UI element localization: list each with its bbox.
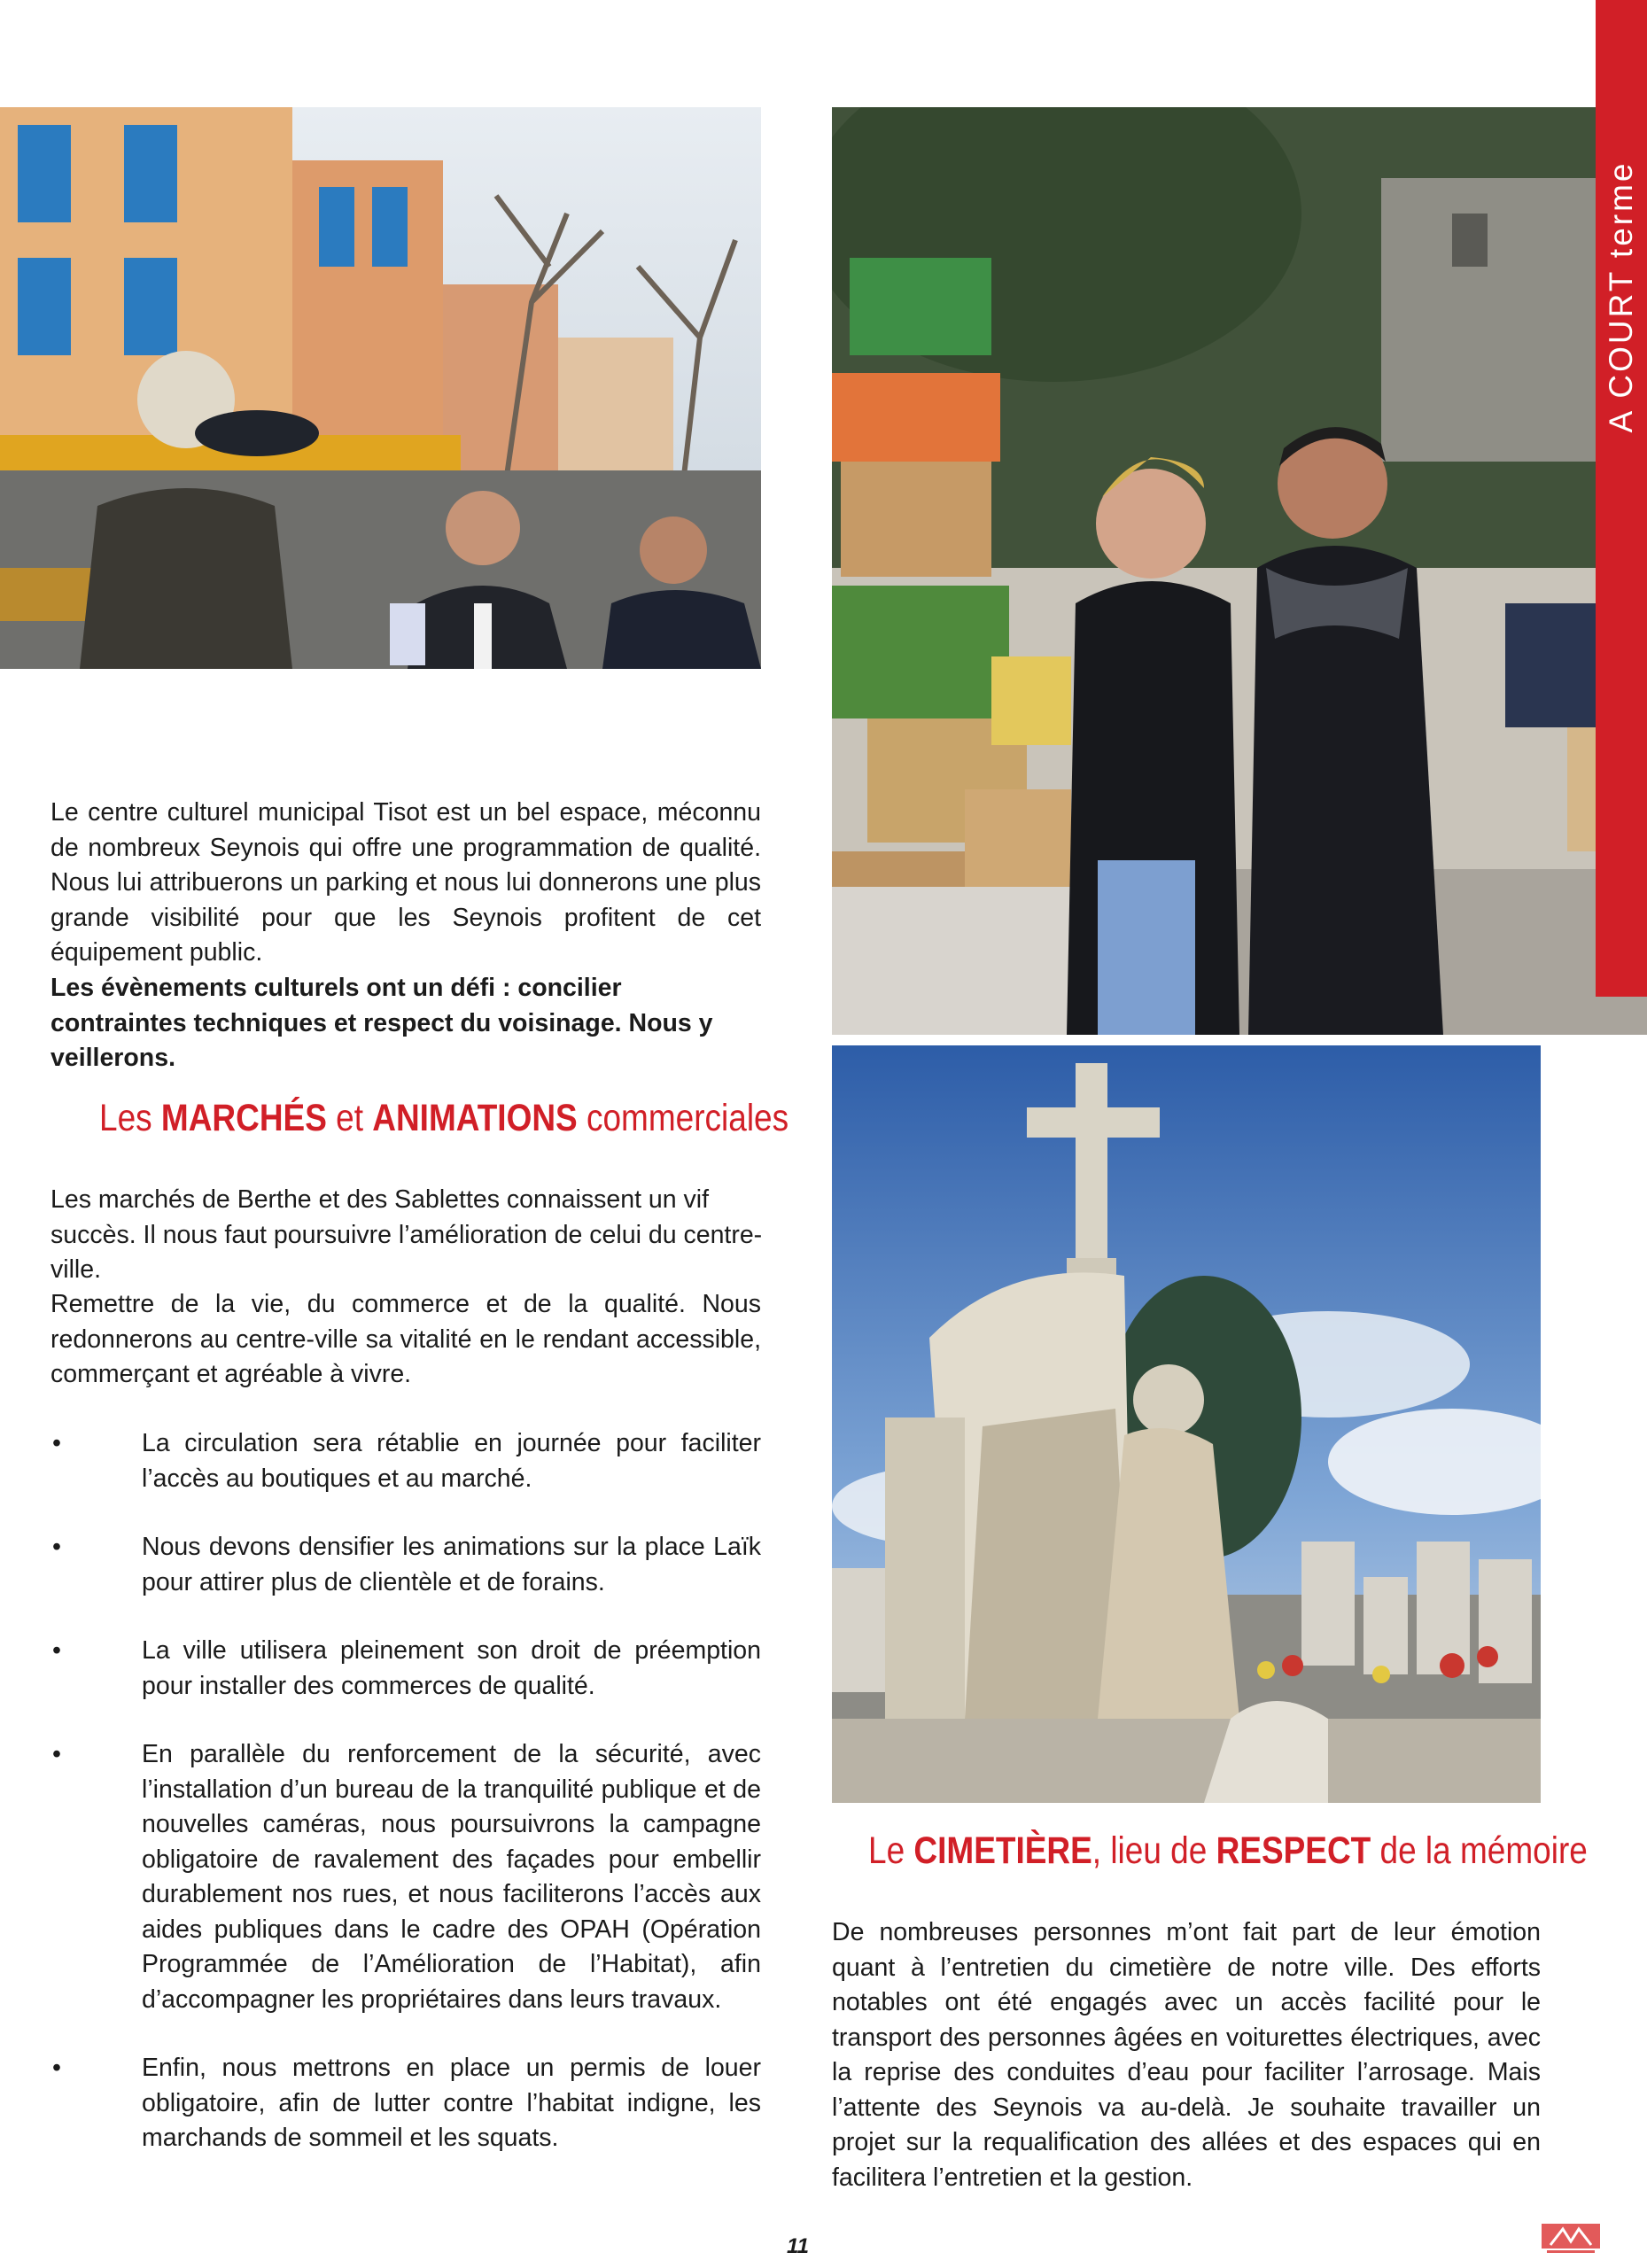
bullet-icon: •: [52, 1740, 61, 1768]
markets-paragraph-1-block: [50, 1183, 777, 1288]
side-tab-label: A COURT terme: [1603, 160, 1639, 433]
cemetery-title-part: Le: [868, 1829, 914, 1872]
markets-paragraph-2-block: [50, 1287, 761, 1393]
culture-paragraph: Le centre culturel municipal Tisot est un bel espace, méconnu de nombreux Seynois qui offre une programmation de qualité. Nous lui attribuerons un parking et nous lui donnerons une plus grande visibilité pour que les Seynois profitent de cet équipement public.: [50, 798, 761, 967]
markets-paragraph-1: Les marchés de Berthe et des Sablettes connaissent un vif succès. Il nous faut poursuivre l’amélioration de celui du centre-ville.: [50, 1185, 763, 1284]
markets-title-part: commerciales: [577, 1097, 789, 1139]
publisher-logo: [1542, 2224, 1600, 2254]
bullet-icon: •: [52, 1533, 61, 1561]
bullet-text: Enfin, nous mettrons en place un permis de louer obligatoire, afin de lutter contre l’habitat indigne, les marchands de sommeil et les squats.: [142, 2054, 761, 2152]
bullet-icon: •: [52, 2054, 61, 2082]
markets-title-highlight: MARCHÉS: [160, 1097, 327, 1139]
markets-bullet-list: [50, 1426, 761, 2156]
list-item: [50, 2051, 761, 2156]
photo-market-scene: [0, 107, 761, 669]
cemetery-title-highlight: CIMETIÈRE: [913, 1829, 1092, 1872]
culture-bold-block: [50, 971, 761, 1076]
bullet-icon: •: [52, 1429, 61, 1457]
list-item: [50, 1737, 761, 2017]
markets-title-highlight: ANIMATIONS: [372, 1097, 578, 1139]
photo-cemetery-statue: [832, 1045, 1541, 1803]
markets-title-part: et: [326, 1097, 373, 1139]
cemetery-paragraph: De nombreuses personnes m’ont fait part de leur émotion quant à l’entretien du cimetière de notre ville. Des efforts notables ont été engagés avec un accès facilité pour le transport des personnes âgées en voiturettes électriques, avec la reprise des conduites d’eau pour faciliter l’arrosage. Mais l’attente des Seynois va au-delà. Je souhaite travailler un projet sur la requalification des allées et des espaces qui en facilitera l’entretien et la gestion.: [832, 1918, 1541, 2192]
bullet-text: En parallèle du renforcement de la sécurité, avec l’installation d’un bureau de la tranquilité publique et de nouvelles caméras, nous poursuivrons la campagne obligatoire de ravalement des façades pour embellir durablement nos rues, et nous faciliterons l’accès aux aides publiques dans le cadre des OPAH (Opération Programmée de l’Amélioration de l’Habitat), afin d’accompagner les propriétaires dans leurs travaux.: [142, 1740, 761, 2014]
photo-market-couple: [832, 107, 1647, 1035]
page-number: 11: [787, 2234, 809, 2258]
cemetery-section-title: [868, 1829, 1588, 1873]
list-item: [50, 1634, 761, 1704]
bullet-text: La ville utilisera pleinement son droit de préemption pour installer des commerces de qualité.: [142, 1636, 761, 1700]
list-item: [50, 1530, 761, 1600]
markets-section-title: [99, 1097, 789, 1140]
bullet-text: Nous devons densifier les animations sur la place Laïk pour attirer plus de clientèle et de forains.: [142, 1533, 761, 1596]
list-item: [50, 1426, 761, 1496]
section-side-tab: [1596, 0, 1647, 997]
bullet-icon: •: [52, 1636, 61, 1665]
cemetery-paragraph-block: [832, 1915, 1541, 2195]
markets-title-part: Les: [99, 1097, 161, 1139]
markets-paragraph-2: Remettre de la vie, du commerce et de la qualité. Nous redonnerons au centre-ville sa vitalité en le rendant accessible, commerçant et agréable à vivre.: [50, 1290, 761, 1388]
cemetery-title-part: de la mémoire: [1371, 1829, 1588, 1872]
culture-bold-paragraph: Les évènements culturels ont un défi : concilier contraintes techniques et respect du voisinage. Nous y veillerons.: [50, 974, 713, 1072]
culture-paragraph-block: [50, 796, 761, 971]
bullet-text: La circulation sera rétablie en journée pour faciliter l’accès au boutiques et au marché.: [142, 1429, 761, 1493]
cemetery-title-part: , lieu de: [1092, 1829, 1216, 1872]
cemetery-title-highlight: RESPECT: [1216, 1829, 1371, 1872]
